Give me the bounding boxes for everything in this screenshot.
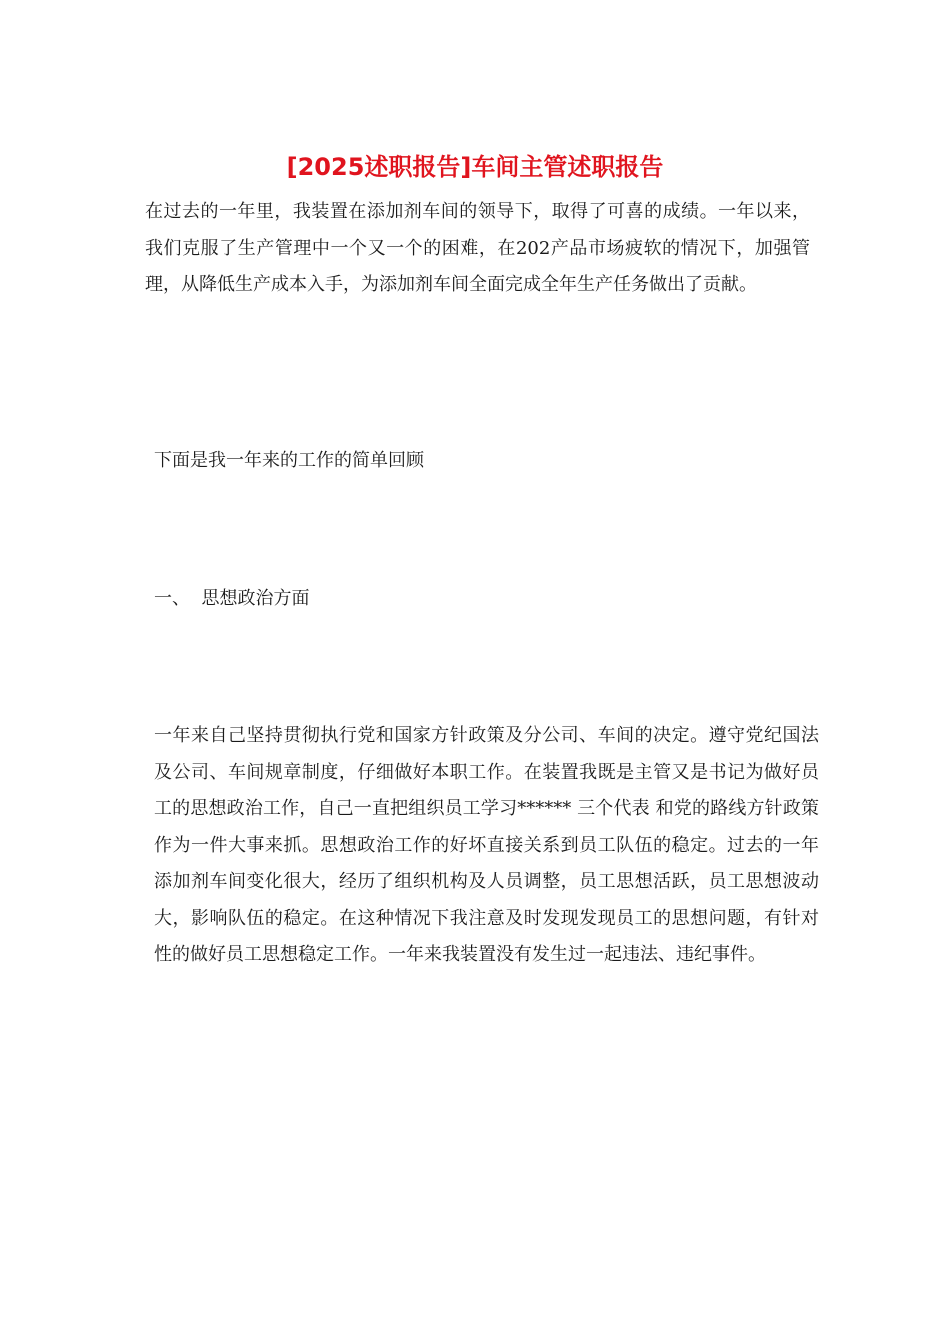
intro-paragraph: 在过去的一年里，我装置在添加剂车间的领导下，取得了可喜的成绩。一年以来，我们克服了生产管理中一个又一个的困难，在202产品市场疲软的情况下，加强管理，从降低生产成本入手，为添加剂车间全面完成全年生产任务做出了贡献。 xyxy=(145,201,810,295)
body-paragraph: 一年来自己坚持贯彻执行党和国家方针政策及分公司、车间的决定。遵守党纪国法及公司、车间规章制度，仔细做好本职工作。在装置我既是主管又是书记为做好员工的思想政治工作，自己一直把组织员工学习****** 三个代表 和党的路线方针政策作为一件大事来抓。思想政治工作的好坏直接关系到员工队伍的稳定。过去的一年添加剂车间变化很大，经历了组织机构及人员调整，员工思想活跃，员工思想波动大，影响队伍的稳定。在这种情况下我注意及时发现发现员工的思想问题，有针对性的做好员工思想稳定工作。一年来我装置没有发生过一起违法、违纪事件。 xyxy=(154,725,819,965)
section-heading: 一、 思想政治方面 xyxy=(154,588,310,609)
document-title: [2025述职报告]车间主管述职报告 xyxy=(286,153,664,181)
review-intro-paragraph: 下面是我一年来的工作的简单回顾 xyxy=(154,450,424,471)
